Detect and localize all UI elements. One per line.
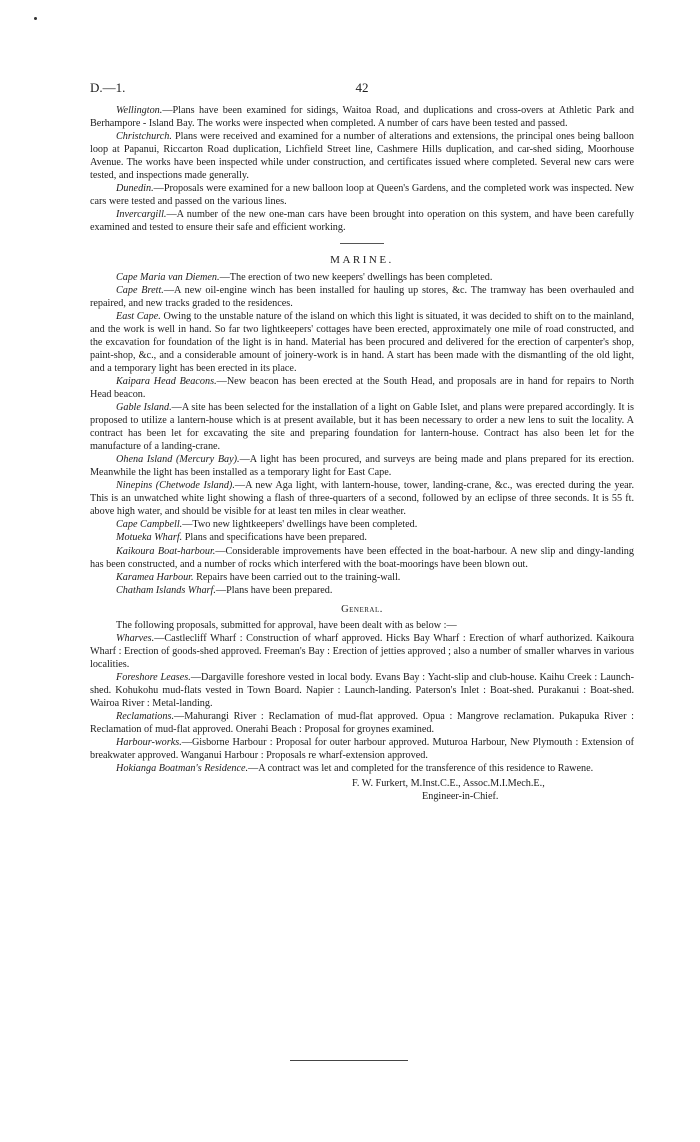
place-heading: Kaikoura Boat-harbour.	[116, 545, 216, 557]
paragraph-wharves	[90, 632, 634, 671]
paragraph-text: —A new oil-engine winch has been installed for hauling up stores, &c. The tramway has been overhauled and repaired, and new tracks graded to the residences.	[90, 284, 634, 309]
paragraph-text: —A site has been selected for the installation of a light on Gable Islet, and plans were prepared accordingly. It is proposed to utilize a lantern-house which is at present available, but it has been necessary to order a new lens to suit the locality. A contract has been let for excavating the site and preparing foundation for lantern-house. Contract has also been let for the manufacture of a landing-crane.	[90, 401, 634, 453]
paragraph-harbour-works	[90, 736, 634, 762]
signatory-title: Engineer-in-Chief.	[422, 791, 499, 803]
place-heading: Hokianga Boatman's Residence.	[116, 763, 249, 775]
paragraph-text: —A number of the new one-man cars have been brought into operation on this system, and have been carefully examined and tested to ensure their safe and efficient working.	[90, 209, 634, 234]
general-intro: The following proposals, submitted for approval, have been dealt with as below :—	[116, 619, 457, 631]
place-heading: Dunedin.	[116, 183, 154, 195]
signatory-name: F. W. Furkert, M.Inst.C.E., Assoc.M.I.Mech.E.,	[352, 778, 545, 790]
place-heading: Wharves.	[116, 632, 155, 644]
place-heading: Cape Maria van Diemen.	[116, 271, 220, 283]
paragraph-invercargill	[90, 208, 634, 234]
paragraph-reclamations	[90, 710, 634, 736]
place-heading: Invercargill.	[116, 209, 167, 221]
paragraph-motueka-wharf	[90, 531, 634, 544]
place-heading: Foreshore Leases.	[116, 671, 191, 683]
place-heading: Kaipara Head Beacons.	[116, 375, 217, 387]
paragraph-text: —A contract was let and completed for the transference of this residence to Rawene.	[248, 763, 594, 775]
place-heading: East Cape.	[116, 310, 161, 322]
paragraph-cape-brett	[90, 284, 634, 310]
paragraph-ninepins	[90, 479, 634, 518]
paragraph-dunedin	[90, 182, 634, 208]
place-heading: Chatham Islands Wharf.	[116, 584, 216, 596]
paragraph-text: —Proposals were examined for a new balloon loop at Queen's Gardens, and the completed work was inspected. New cars were tested and passed on the various lines.	[90, 183, 634, 208]
paragraph-cape-campbell	[90, 518, 634, 531]
place-heading: Ninepins (Chetwode Island).	[116, 480, 235, 492]
paragraph-kaipara-head	[90, 375, 634, 401]
place-heading: Cape Brett.	[116, 284, 164, 296]
paragraph-karamea-harbour	[90, 571, 634, 584]
paragraph-text: —A light has been procured, and surveys are being made and plans prepared for its erection. Meanwhile the light has been installed as a temporary light for East Cape.	[90, 454, 635, 479]
place-heading: Ohena Island (Mercury Bay).	[116, 454, 240, 466]
place-heading: Wellington.	[116, 105, 163, 116]
paragraph-text: —Dargaville foreshore vested in local body. Evans Bay : Yacht-slip and club-house. Kaihu Creek : Launch-shed. Kohukohu mud-flats vested in Town Board. Napier : Launch-landing. Paterson's Inlet : Boat-shed. Purakanui : Boat-shed. Wairoa River : Metal-landing.	[90, 671, 635, 710]
paragraph-ohena-island	[90, 453, 634, 479]
place-heading: Karamea Harbour.	[116, 571, 194, 583]
paragraph-text: —New beacon has been erected at the South Head, and proposals are in hand for repairs to North Head beacon.	[90, 375, 635, 400]
paragraph-gable-island	[90, 401, 634, 453]
paragraph-text: Plans were received and examined for a number of alterations and extensions, the principal ones being balloon loop at Papanui, Riccarton Road duplication, Lichfield Street line, Cashmere Hills duplication, and car-shed siding, Moorhouse Avenue. The works have been inspected while under construction, and certificates issued where completed. Several new cars were tested, and inspections made generally.	[90, 131, 634, 182]
paragraph-text: —The erection of two new keepers' dwellings has been completed.	[219, 271, 493, 283]
paragraph-text: —Considerable improvements have been effected in the boat-harbour. A new slip and dingy-landing has been constructed, and a number of rocks which interfered with the boat-moorings have been blown out.	[90, 545, 634, 570]
paragraph-text: —Two new lightkeepers' dwellings have been completed.	[182, 519, 418, 531]
page-number: 42	[355, 80, 369, 95]
paragraph-text: —Mahurangi River : Reclamation of mud-flat approved. Opua : Mangrove reclamation. Pukapuka River : Reclamation of mud-flat approved. Onerahi Beach : Proposal for groynes examined.	[90, 711, 634, 736]
page-header	[90, 80, 634, 96]
paragraph-text: Repairs have been carried out to the training-wall.	[193, 571, 401, 583]
place-heading: Reclamations.	[116, 711, 175, 723]
place-heading: Harbour-works.	[116, 737, 182, 749]
paragraph-text: —Plans have been prepared.	[215, 584, 333, 596]
section-divider	[340, 243, 384, 244]
marine-heading: MARINE.	[330, 254, 394, 267]
document-reference: D.—1.	[90, 80, 126, 95]
scan-speck	[34, 17, 37, 20]
paragraph-text: —Castlecliff Wharf : Construction of wharf approved. Hicks Bay Wharf : Erection of wharf authorized. Kaikoura Wharf : Erection of goods-shed approved. Freeman's Bay : Erection of jetties approved ; also a number of smaller wharves in various localities.	[90, 632, 634, 670]
paragraph-christchurch	[90, 130, 634, 182]
paragraph-foreshore-leases	[90, 671, 634, 710]
paragraph-cape-maria-van-diemen	[90, 271, 634, 284]
paragraph-hokianga-boatman	[90, 762, 634, 775]
paragraph-text: Plans and specifications have been prepared.	[182, 532, 367, 544]
general-heading: General.	[341, 603, 383, 615]
page-body	[90, 104, 634, 803]
paragraph-wellington	[90, 104, 634, 130]
paragraph-text: —Plans have been examined for sidings, Waitoa Road, and duplications and cross-overs at Athletic Park and Berhampore - Island Bay. The works were inspected when completed. A number of cars have been tested and passed.	[90, 105, 634, 130]
place-heading: Gable Island.	[116, 401, 172, 413]
signature-block	[90, 777, 634, 803]
paragraph-chatham-islands-wharf	[90, 584, 634, 597]
closing-rule	[290, 1060, 408, 1061]
paragraph-east-cape	[90, 310, 634, 375]
place-heading: Motueka Wharf.	[116, 532, 183, 544]
place-heading: Christchurch.	[116, 131, 172, 143]
paragraph-kaikoura-boat-harbour	[90, 545, 634, 571]
paragraph-text: Owing to the unstable nature of the island on which this light is situated, it was decided to shift on to the mainland, and the work is well in hand. So far two lightkeepers' cottages have been erected, approximately one mile of road constructed, and the excavation for foundation of the light is in hand. Material has been procured and delivered for the erection of carpenter's shop, paint-shop, &c., and a considerable amount of joinery-work is in hand. A start has been made with the dismantling of the old light, and a temporary light has been erected in its place.	[90, 310, 635, 374]
paragraph-text: —Gisborne Harbour : Proposal for outer harbour approved. Muturoa Harbour, New Plymouth : Extension of breakwater approved. Wanganui Harbour : Proposals re wharf-extension approved.	[90, 737, 634, 762]
paragraph-text: —A new Aga light, with lantern-house, tower, landing-crane, &c., was erected during the year. This is an unwatched white light showing a flash of three-quarters of a second, followed by an eclipse of three seconds. It is 55 ft. above high water, and should be visible for at least ten miles in clear weather.	[90, 480, 634, 518]
place-heading: Cape Campbell.	[116, 519, 183, 531]
